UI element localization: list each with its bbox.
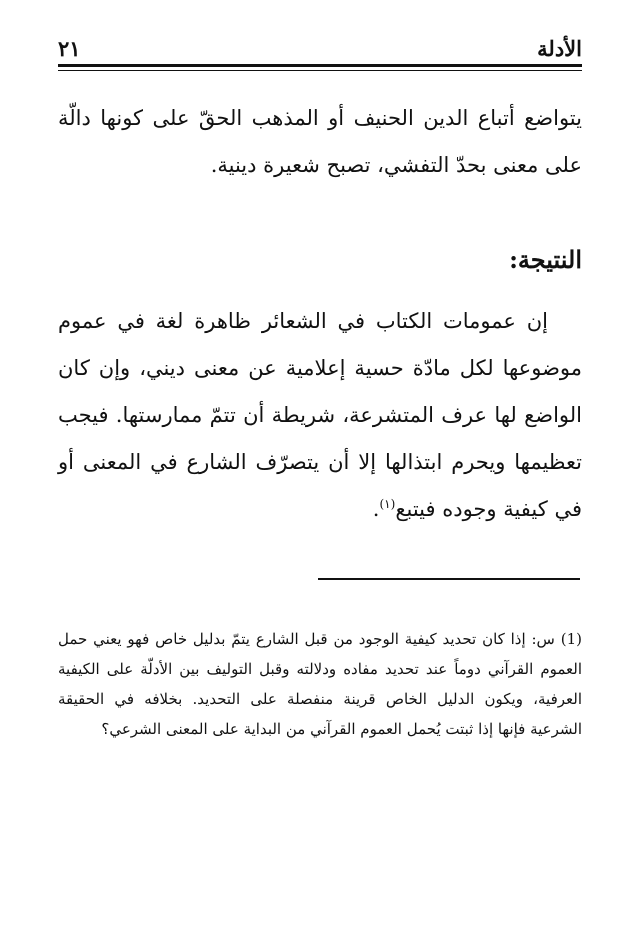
header-rule-thick bbox=[58, 64, 582, 67]
running-title: الأدلة bbox=[537, 36, 582, 61]
page-number: ٢١ bbox=[58, 36, 81, 61]
paragraph-result bbox=[58, 298, 582, 533]
footnote-text: س: إذا كان تحديد كيفية الوجود من قبل الشارع يتمّ بدليل خاص فهو يعني حمل العموم القرآني دوماً عند تحديد مفاده ودلالته وقبل التوليف بين الأدلّة على الكيفية العرفية، ويكون الدليل الخاص قرينة منفصلة على التحديد. بخلافه في الحقيقة الشرعية فإنها إذا ثبتت يُحمل العموم القرآني من البداية على المعنى الشرعي؟ bbox=[58, 630, 582, 738]
footnote-marker: (1) bbox=[560, 630, 582, 648]
section-heading-result: النتيجة: bbox=[509, 245, 582, 274]
footnote-reference[interactable]: (١) bbox=[379, 497, 396, 511]
paragraph-continuation: يتواضع أتباع الدين الحنيف أو المذهب الحقّ على كونها دالّة على معنى بحدّ التفشي، تصبح شعيرة دينية. bbox=[58, 106, 582, 177]
paragraph-result-end: . bbox=[372, 497, 380, 521]
page-header bbox=[58, 30, 582, 62]
footnote bbox=[58, 624, 582, 744]
footnote-separator bbox=[318, 578, 580, 580]
paragraph-result-text: إن عمومات الكتاب في الشعائر ظاهرة لغة في عموم موضوعها لكل مادّة حسية إعلامية عن معنى ديني، وإن كان الواضع لها عرف المتشرعة، شريطة أن تتمّ ممارستها. فيجب تعظيمها ويحرم ابتذالها إلا أن يتصرّف الشارع في المعنى أو في كيفية وجوده فيتبع bbox=[58, 309, 582, 521]
header-rule-thin bbox=[58, 70, 582, 71]
